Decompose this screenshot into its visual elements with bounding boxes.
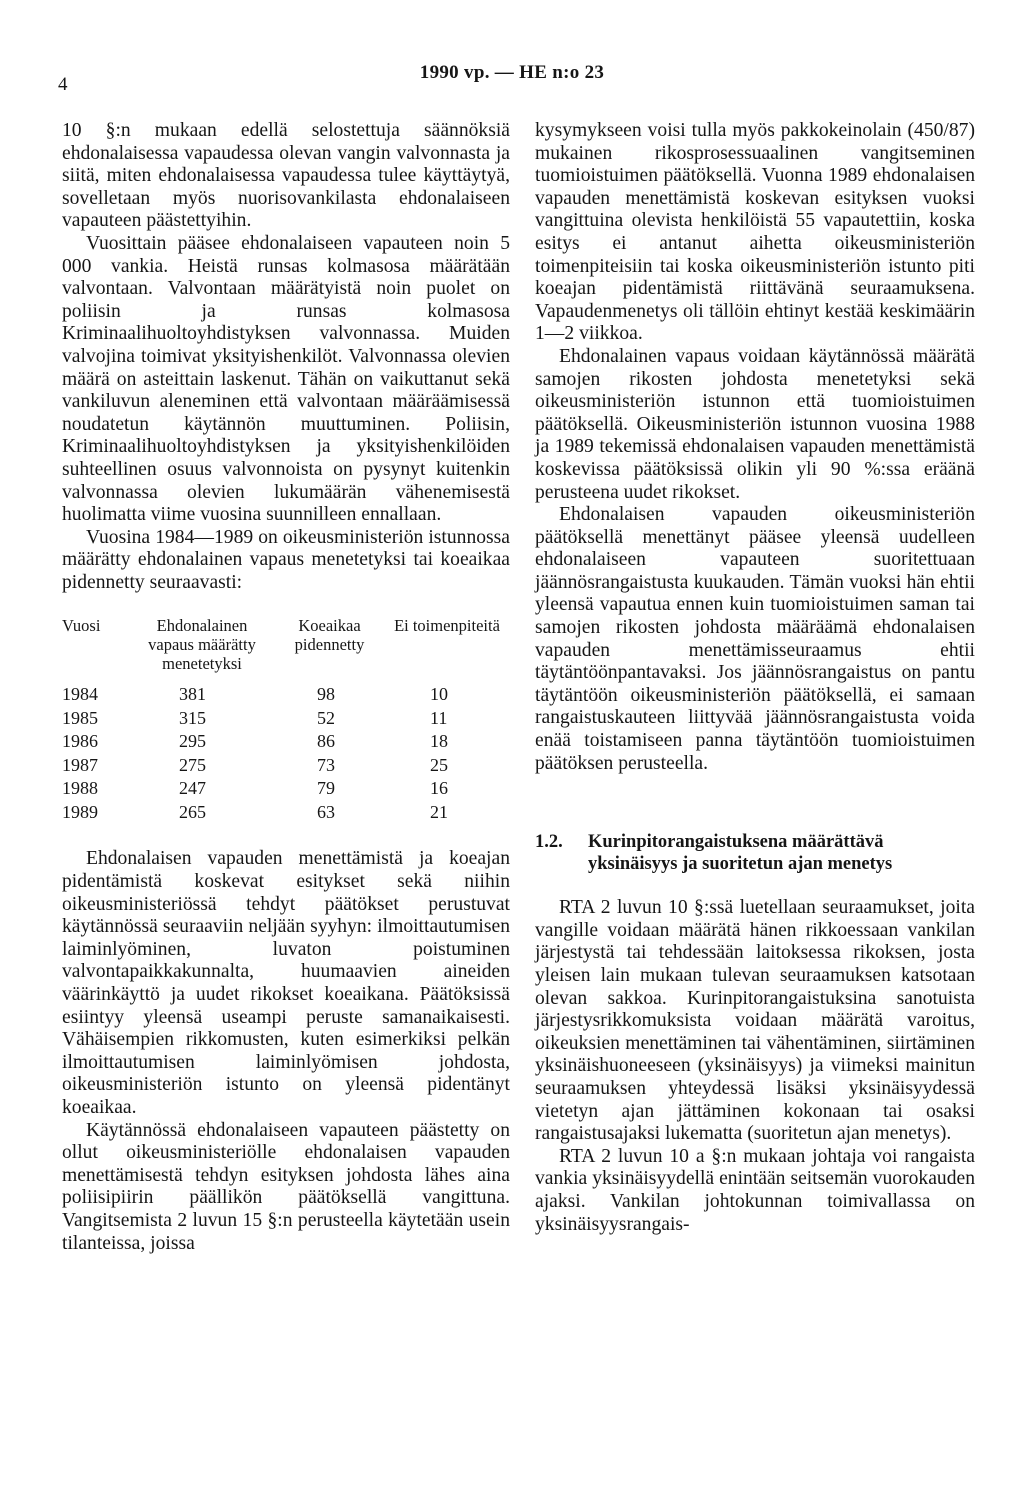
- section-heading: [535, 831, 975, 875]
- table-header-cell: Ei toimenpiteitä: [394, 616, 500, 636]
- paragraph: RTA 2 luvun 10 a §:n mukaan johtaja voi rangaista vankia yksinäisyydellä enintään seitsemän vuorokauden ajaksi. Vankilan johtokunnan toimivallassa on yksinäisyysrangais-: [535, 1145, 975, 1235]
- table-cell: 247: [179, 778, 206, 799]
- table-cell: 1986: [62, 731, 98, 752]
- section-title: Kurinpitorangaistuksena määrättävä yksinäisyys ja suoritetun ajan menetys: [588, 832, 893, 875]
- statistics-table: [62, 616, 510, 824]
- table-header-row: [62, 616, 510, 673]
- table-cell: 98: [317, 684, 335, 705]
- paragraph: Ehdonalaisen vapauden oikeusministeriön päätöksellä menettänyt pääsee yleensä uudelleen ehdonalaiseen vapauteen suoritettuaan jäännösrangaistusta kuukauden. Tämän vuoksi hän ehtii yleensä vapautua ennen kuin tuomioistuimen saman tai samojen rikosten johdosta määräämä ehdonalaisen vapauden menettämisseuraamus ehtii täytäntöönpantavaksi. Jos jäännösrangaistus on pantu täytäntöön oikeusministeriön päätöksellä, ei samaan rangaistuskauteen liittyvää jäännösrangaistusta voida enää toistamiseen panna täytäntöön tuomioistuimen päätöksen perusteella.: [535, 504, 975, 774]
- table-row: [62, 777, 510, 801]
- running-head: 1990 vp. — HE n:o 23: [419, 62, 605, 83]
- paragraph: Vuosittain pääsee ehdonalaiseen vapauteen noin 5 000 vankia. Heistä runsas kolmasosa määrätään valvontaan. Valvontaan määrätyistä noin puolet on poliisin ja runsas kolmasosa Kriminaalihuoltoyhdistyksen valvonnassa. Muiden valvojina toimivat yksityishenkilöt. Valvonnassa olevien määrä on asteittain laskenut. Tähän on vaikuttanut sekä vankiluvun aleneminen että valvontaan määräämisessä noudatetun käytännön muuttuminen. Poliisin, Kriminaalihuoltoyhdistyksen ja yksityishenkilöiden suhteellinen osuus valvonnoista on pysynyt kuitenkin valvonnassa olevien lukumäärän vähenemisestä huolimatta viime vuosina suunnilleen ennallaan.: [62, 232, 510, 526]
- table-cell: 73: [317, 754, 335, 775]
- paragraph: RTA 2 luvun 10 §:ssä luetellaan seuraamukset, joita vangille voidaan määrätä hänen rikkoessaan vankilan järjestystä tai tehdessään laitoksessa rikoksen, josta yleisen lain mukaan tulevan seuraamuksen katsotaan olevan sakkoa. Kurinpitorangaistuksina sanotuista järjestysrikkomuksista voidaan määrätä varoitus, oikeuksien menettäminen tai vähentäminen, siirtäminen yksinäishuoneeseen (yksinäisyys) ja viimeksi mainitun seuraamuksen yhteydessä lisäksi yksinäisyydessä vietetyn ajan jättäminen kokonaan tai osaksi rangaistusajaksi lukematta (suoritetun ajan menetys).: [535, 897, 975, 1145]
- table-cell: 10: [430, 684, 448, 705]
- right-column: [535, 120, 975, 1236]
- paragraph: 10 §:n mukaan edellä selostettuja säännöksiä ehdonalaisessa vapaudessa olevan vangin valvonnasta ja siitä, miten ehdonalaisessa vapaudessa tulee käyttäytyä, sovelletaan myös nuorisovankilasta ehdonalaiseen vapauteen päästettyihin.: [62, 120, 510, 232]
- paragraph: kysymykseen voisi tulla myös pakkokeinolain (450/87) mukainen rikosprosessuaalinen vangitseminen tuomioistuimen päätöksellä. Vuonna 1989 ehdonalaisen vapauden menettämistä koskevan esityksen vuoksi vangittuina olevista henkilöistä 55 vapautettiin, koska esitys ei antanut aihetta oikeusministeriön toimenpiteisiin tai koska oikeusministeriön istunto piti koeajan pidentämistä riittävänä seuraamuksena. Vapaudenmenetys oli tällöin ehtinyt kestää keskimäärin 1—2 viikkoa.: [535, 120, 975, 345]
- table-cell: 52: [317, 707, 335, 728]
- table-row: [62, 754, 510, 778]
- table-cell: 25: [430, 754, 448, 775]
- section-number: 1.2.: [535, 832, 563, 853]
- table-row: [62, 730, 510, 754]
- table-cell: 275: [179, 754, 206, 775]
- table-cell: 16: [430, 778, 448, 799]
- table-spacer: [62, 673, 510, 683]
- table-cell: 79: [317, 778, 335, 799]
- table-cell: 1988: [62, 778, 98, 799]
- table-cell: 1984: [62, 684, 98, 705]
- table-cell: 381: [179, 684, 206, 705]
- table-cell: 11: [430, 707, 448, 728]
- table-cell: 1987: [62, 754, 98, 775]
- table-header-cell: Vuosi: [62, 616, 101, 636]
- paragraph: Ehdonalainen vapaus voidaan käytännössä määrätä samojen rikosten johdosta menetetyksi sekä oikeusministeriön istunnon että tuomioistuimen päätöksellä. Oikeusministeriön istunnon vuosina 1988 ja 1989 tekemissä ehdonalaisen vapauden menettämistä koskevissa päätöksissä olikin yli 90 %:ssa eräänä perusteena uudet rikokset.: [535, 345, 975, 503]
- paragraph: Vuosina 1984—1989 on oikeusministeriön istunnossa määrätty ehdonalainen vapaus menetetyksi tai koeaikaa pidennetty seuraavasti:: [62, 526, 510, 593]
- table-cell: 295: [179, 731, 206, 752]
- table-row: [62, 683, 510, 707]
- paragraph: Ehdonalaisen vapauden menettämistä ja koeajan pidentämistä koskevat esitykset sekä niihin oikeusministeriössä tehdyt päätökset perustuvat käytännössä seuraaviin neljään syyhyn: ilmoittautumisen laiminlyöminen, luvaton poistuminen valvontapaikkakunnalta, huumaavien aineiden väärinkäyttö ja uudet rikokset koeaikana. Päätöksissä esiintyy yleensä useampi peruste samanaikaisesti. Vähäisempien rikkomusten, kuten esimerkiksi pelkän ilmoittautumisen laiminlyömisen johdosta, oikeusministeriön istunto on yleensä pidentänyt koeaikaa.: [62, 848, 510, 1118]
- table-cell: 315: [179, 707, 206, 728]
- table-cell: 1989: [62, 801, 98, 822]
- table-header-cell: Koeaikaa pidennetty: [294, 616, 365, 655]
- table-cell: 18: [430, 731, 448, 752]
- table-cell: 63: [317, 801, 335, 822]
- table-header-cell: Ehdonalainen vapaus määrätty menetetyksi: [148, 616, 256, 674]
- table-cell: 21: [430, 801, 448, 822]
- table-cell: 1985: [62, 707, 98, 728]
- page-number: 4: [58, 74, 68, 95]
- paragraph: Käytännössä ehdonalaiseen vapauteen päästetty on ollut oikeusministeriölle ehdonalaisen vapauden menettämisestä tehdyn esityksen johdosta lähes aina poliisipiirin päällikön päätöksellä vangittuna. Vangitsemista 2 luvun 15 §:n perusteella käytetään usein tilanteissa, joissa: [62, 1119, 510, 1254]
- table-cell: 265: [179, 801, 206, 822]
- table-cell: 86: [317, 731, 335, 752]
- table-row: [62, 801, 510, 825]
- left-column: [62, 120, 510, 1255]
- table-row: [62, 707, 510, 731]
